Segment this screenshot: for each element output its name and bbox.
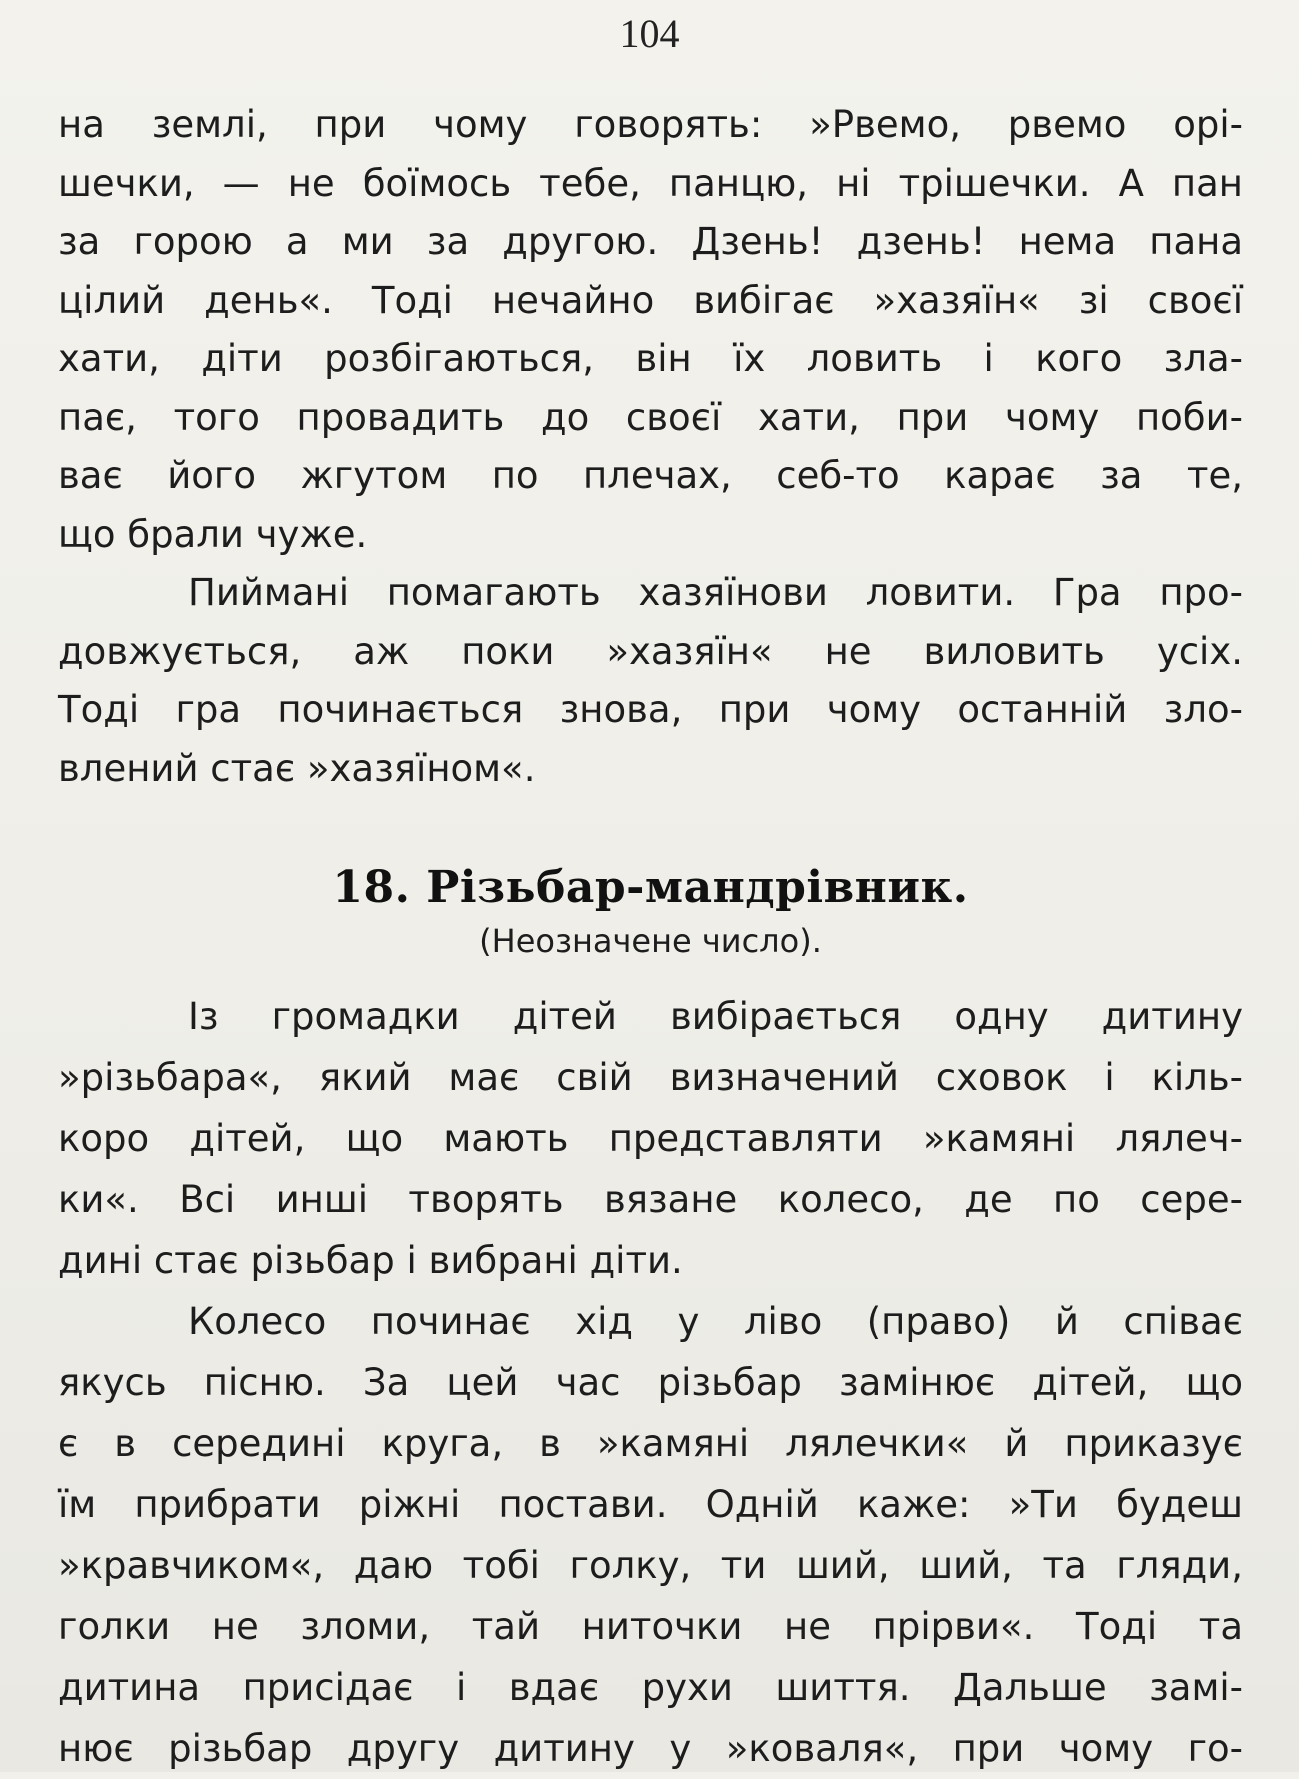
text-line: шечки, — не боїмось тебе, панцю, ні трішечки. А пан: [58, 161, 1243, 205]
text-line: є в середині круга, в »камяні лялечки« й приказує: [58, 1422, 1243, 1465]
text-line: ки«. Всі инші творять вязане колесо, де по сере-: [58, 1178, 1243, 1221]
text-line: їм прибрати ріжні постави. Одній каже: »Ти будеш: [58, 1483, 1243, 1526]
text-line: коро дітей, що мають представляти »камяні лялеч-: [58, 1117, 1243, 1160]
text-line: »різьбара«, який має свій визначений сховок і кіль-: [58, 1056, 1243, 1099]
text-line: дитина присідає і вдає рухи шиття. Дальше замі-: [58, 1666, 1243, 1709]
text-line: за горою а ми за другою. Дзень! дзень! нема пана: [58, 220, 1243, 263]
page-number: 104: [619, 11, 680, 56]
text-line: довжується, аж поки »хазяїн« не виловить усіх.: [58, 629, 1243, 673]
text-line: хати, діти розбігаються, він їх ловить і кого зла-: [58, 337, 1243, 380]
text-line: Колесо починає хід у ліво (право) й співає: [188, 1300, 1243, 1343]
text-line: ває його жгутом по плечах, себ-то карає за те,: [58, 454, 1243, 497]
text-line: якусь пісню. За цей час різьбар замінює дітей, що: [58, 1361, 1243, 1404]
text-line: цілий день«. Тоді нечайно вибігає »хазяїн« зі своєї: [58, 278, 1243, 322]
section-body: [58, 986, 1243, 1779]
paragraph-1: [58, 96, 1243, 564]
text-line: влений стає »хазяїном«.: [58, 746, 536, 790]
text-line: Тоді гра починається знова, при чому останній зло-: [58, 688, 1243, 731]
text-line: Із громадки дітей вибірається одну дитину: [188, 995, 1243, 1038]
text-line: »кравчиком«, даю тобі голку, ти ший, ший, та гляди,: [58, 1544, 1243, 1587]
page-content: [58, 96, 1243, 1779]
section-title: 18. Різьбар-мандрівник.: [332, 862, 969, 913]
paragraph-3: [58, 986, 1243, 1291]
text-line: голки не зломи, тай ниточки не прірви«. Тоді та: [58, 1605, 1243, 1648]
text-line: нює різьбар другу дитину у »коваля«, при чому го-: [58, 1727, 1243, 1770]
text-line: на землі, при чому говорять: »Рвемо, рвемо орі-: [58, 103, 1243, 146]
section-subtitle: (Неозначене число).: [479, 922, 822, 960]
paragraph-2: [58, 564, 1243, 798]
paragraph-4: [58, 1291, 1243, 1779]
text-line: пає, того провадить до своєї хати, при чому поби-: [58, 395, 1243, 439]
text-line: дині стає різьбар і вибрані діти.: [58, 1239, 683, 1282]
text-line: Пиймані помагають хазяїнови ловити. Гра про-: [188, 571, 1243, 614]
text-line: що брали чуже.: [58, 512, 368, 556]
